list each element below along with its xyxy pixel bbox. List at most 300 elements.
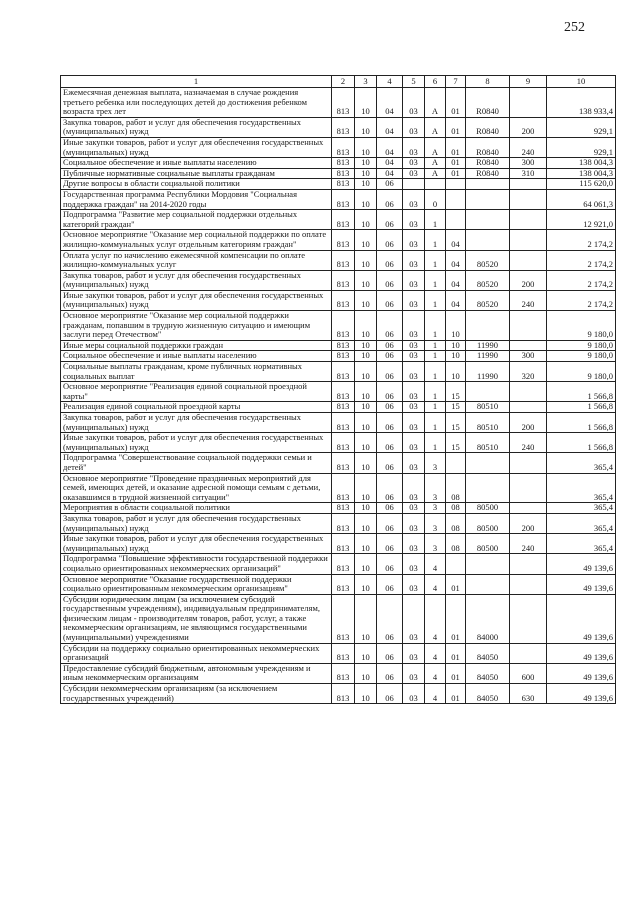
cell-activity: 04	[446, 290, 466, 310]
cell-direction	[466, 453, 510, 473]
cell-section: 10	[355, 168, 377, 179]
row-description: Субсидии на поддержку социально ориентированных некоммерческих организаций	[61, 643, 332, 663]
table-row	[61, 230, 616, 250]
cell-expense-type: 300	[510, 351, 547, 362]
cell-subprogram: 1	[425, 362, 446, 382]
cell-expense-type	[510, 340, 547, 351]
table-row	[61, 684, 616, 704]
cell-direction: 80510	[466, 433, 510, 453]
cell-grbs: 813	[332, 351, 355, 362]
cell-direction: 80500	[466, 534, 510, 554]
cell-subsection: 06	[377, 534, 403, 554]
cell-section: 10	[355, 453, 377, 473]
row-description: Основное мероприятие "Оказание мер социальной поддержки по оплате жилищно-коммунальных услуг отдельным категориям граждан"	[61, 230, 332, 250]
cell-section: 10	[355, 503, 377, 514]
cell-subsection: 04	[377, 158, 403, 169]
cell-section: 10	[355, 382, 377, 402]
table-row	[61, 270, 616, 290]
cell-amount: 49 139,6	[547, 594, 616, 643]
cell-activity: 01	[446, 137, 466, 157]
cell-expense-type: 600	[510, 663, 547, 683]
col-header: 10	[547, 76, 616, 88]
cell-subsection: 06	[377, 210, 403, 230]
cell-subsection: 06	[377, 270, 403, 290]
table-row	[61, 179, 616, 190]
cell-amount: 2 174,2	[547, 230, 616, 250]
cell-amount: 9 180,0	[547, 351, 616, 362]
cell-program: 03	[403, 382, 425, 402]
cell-amount: 1 566,8	[547, 433, 616, 453]
table-row	[61, 340, 616, 351]
cell-subsection: 06	[377, 290, 403, 310]
col-header: 2	[332, 76, 355, 88]
cell-program: 03	[403, 137, 425, 157]
cell-expense-type	[510, 210, 547, 230]
cell-section: 10	[355, 290, 377, 310]
cell-subprogram: 0	[425, 189, 446, 209]
cell-section: 10	[355, 684, 377, 704]
row-description: Закупка товаров, работ и услуг для обеспечения государственных (муниципальных) нужд	[61, 270, 332, 290]
row-description: Основное мероприятие "Реализация единой социальной проездной карты"	[61, 382, 332, 402]
cell-section: 10	[355, 340, 377, 351]
cell-grbs: 813	[332, 230, 355, 250]
cell-activity	[446, 554, 466, 574]
cell-program: 03	[403, 88, 425, 118]
cell-grbs: 813	[332, 684, 355, 704]
row-description: Закупка товаров, работ и услуг для обеспечения государственных (муниципальных) нужд	[61, 413, 332, 433]
table-row	[61, 413, 616, 433]
cell-program: 03	[403, 362, 425, 382]
cell-amount: 365,4	[547, 503, 616, 514]
cell-subprogram: 4	[425, 663, 446, 683]
cell-direction: 80520	[466, 290, 510, 310]
cell-direction	[466, 473, 510, 503]
table-row	[61, 554, 616, 574]
cell-section: 10	[355, 311, 377, 341]
cell-activity: 01	[446, 158, 466, 169]
table-row	[61, 453, 616, 473]
cell-subsection: 06	[377, 663, 403, 683]
cell-activity: 08	[446, 503, 466, 514]
table-row	[61, 88, 616, 118]
cell-section: 10	[355, 594, 377, 643]
cell-amount: 138 004,3	[547, 158, 616, 169]
cell-section: 10	[355, 513, 377, 533]
cell-program: 03	[403, 643, 425, 663]
cell-amount: 1 566,8	[547, 402, 616, 413]
col-header: 4	[377, 76, 403, 88]
table-row	[61, 189, 616, 209]
row-description: Социальное обеспечение и иные выплаты населению	[61, 158, 332, 169]
cell-subsection: 04	[377, 117, 403, 137]
cell-amount: 138 933,4	[547, 88, 616, 118]
cell-subsection: 06	[377, 189, 403, 209]
cell-activity	[446, 453, 466, 473]
cell-subprogram	[425, 179, 446, 190]
cell-direction: R0840	[466, 88, 510, 118]
cell-activity: 10	[446, 340, 466, 351]
cell-subsection: 06	[377, 230, 403, 250]
cell-subsection: 06	[377, 340, 403, 351]
cell-section: 10	[355, 270, 377, 290]
table-row	[61, 513, 616, 533]
cell-activity: 01	[446, 88, 466, 118]
cell-amount: 49 139,6	[547, 643, 616, 663]
cell-grbs: 813	[332, 643, 355, 663]
cell-section: 10	[355, 413, 377, 433]
cell-direction	[466, 311, 510, 341]
cell-subprogram: 3	[425, 473, 446, 503]
row-description: Основное мероприятие "Оказание мер социальной поддержки гражданам, попавшим в трудную жизненную ситуацию и имеющим заслуги перед Отечеством"	[61, 311, 332, 341]
cell-amount: 49 139,6	[547, 684, 616, 704]
cell-section: 10	[355, 643, 377, 663]
cell-amount: 115 620,0	[547, 179, 616, 190]
cell-direction	[466, 230, 510, 250]
cell-amount: 365,4	[547, 473, 616, 503]
cell-grbs: 813	[332, 513, 355, 533]
row-description: Подпрограмма "Развитие мер социальной поддержки отдельных категорий граждан"	[61, 210, 332, 230]
col-header: 9	[510, 76, 547, 88]
cell-section: 10	[355, 362, 377, 382]
cell-program: 03	[403, 250, 425, 270]
cell-expense-type	[510, 311, 547, 341]
table-row	[61, 210, 616, 230]
cell-activity: 10	[446, 311, 466, 341]
cell-section: 10	[355, 158, 377, 169]
cell-activity	[446, 210, 466, 230]
cell-program: 03	[403, 210, 425, 230]
cell-section: 10	[355, 534, 377, 554]
cell-grbs: 813	[332, 473, 355, 503]
cell-grbs: 813	[332, 362, 355, 382]
cell-direction: 80510	[466, 402, 510, 413]
cell-expense-type: 300	[510, 158, 547, 169]
cell-activity: 15	[446, 413, 466, 433]
cell-expense-type	[510, 554, 547, 574]
cell-program: 03	[403, 402, 425, 413]
page-number: 252	[564, 20, 585, 35]
cell-section: 10	[355, 88, 377, 118]
cell-grbs: 813	[332, 270, 355, 290]
cell-program: 03	[403, 663, 425, 683]
cell-program: 03	[403, 473, 425, 503]
cell-grbs: 813	[332, 179, 355, 190]
cell-amount: 929,1	[547, 137, 616, 157]
cell-amount: 2 174,2	[547, 290, 616, 310]
cell-direction: 80500	[466, 503, 510, 514]
cell-expense-type: 200	[510, 513, 547, 533]
row-description: Подпрограмма "Повышение эффективности государственной поддержки социально ориентированных некоммерческих организаций"	[61, 554, 332, 574]
cell-program: 03	[403, 311, 425, 341]
cell-amount: 1 566,8	[547, 413, 616, 433]
cell-grbs: 813	[332, 158, 355, 169]
cell-subprogram: 4	[425, 574, 446, 594]
cell-grbs: 813	[332, 534, 355, 554]
table-row	[61, 503, 616, 514]
table-row	[61, 574, 616, 594]
cell-subprogram: 3	[425, 453, 446, 473]
cell-activity: 08	[446, 534, 466, 554]
cell-expense-type	[510, 594, 547, 643]
cell-direction	[466, 189, 510, 209]
cell-section: 10	[355, 402, 377, 413]
row-description: Иные закупки товаров, работ и услуг для обеспечения государственных (муниципальных) нужд	[61, 433, 332, 453]
cell-grbs: 813	[332, 210, 355, 230]
table-header-row	[61, 76, 616, 88]
cell-program: 03	[403, 554, 425, 574]
cell-subsection: 06	[377, 684, 403, 704]
cell-subsection: 06	[377, 351, 403, 362]
cell-grbs: 813	[332, 663, 355, 683]
cell-program: 03	[403, 290, 425, 310]
cell-subprogram: 1	[425, 210, 446, 230]
cell-activity: 01	[446, 643, 466, 663]
cell-activity: 01	[446, 168, 466, 179]
cell-subprogram: А	[425, 117, 446, 137]
cell-subprogram: А	[425, 137, 446, 157]
cell-subsection: 06	[377, 179, 403, 190]
cell-subprogram: 3	[425, 534, 446, 554]
cell-direction: 84050	[466, 684, 510, 704]
cell-expense-type: 240	[510, 433, 547, 453]
cell-program: 03	[403, 594, 425, 643]
table-row	[61, 594, 616, 643]
row-description: Субсидии некоммерческим организациям (за исключением государственных учреждений)	[61, 684, 332, 704]
cell-subprogram: А	[425, 158, 446, 169]
row-description: Иные закупки товаров, работ и услуг для обеспечения государственных (муниципальных) нужд	[61, 290, 332, 310]
cell-activity: 15	[446, 402, 466, 413]
cell-grbs: 813	[332, 413, 355, 433]
table-row	[61, 534, 616, 554]
cell-subprogram: 3	[425, 503, 446, 514]
cell-amount: 9 180,0	[547, 362, 616, 382]
cell-grbs: 813	[332, 574, 355, 594]
col-header: 5	[403, 76, 425, 88]
table-row	[61, 117, 616, 137]
cell-activity: 15	[446, 433, 466, 453]
cell-grbs: 813	[332, 137, 355, 157]
cell-subprogram: 1	[425, 290, 446, 310]
cell-direction	[466, 179, 510, 190]
cell-grbs: 813	[332, 189, 355, 209]
cell-subprogram: А	[425, 88, 446, 118]
cell-subsection: 04	[377, 137, 403, 157]
row-description: Иные меры социальной поддержки граждан	[61, 340, 332, 351]
cell-activity: 01	[446, 663, 466, 683]
cell-grbs: 813	[332, 382, 355, 402]
cell-expense-type	[510, 453, 547, 473]
cell-subsection: 06	[377, 574, 403, 594]
cell-expense-type	[510, 574, 547, 594]
cell-program: 03	[403, 189, 425, 209]
row-description: Публичные нормативные социальные выплаты гражданам	[61, 168, 332, 179]
cell-amount: 9 180,0	[547, 340, 616, 351]
cell-amount: 2 174,2	[547, 270, 616, 290]
cell-subprogram: 1	[425, 402, 446, 413]
cell-subsection: 06	[377, 554, 403, 574]
row-description: Оплата услуг по начислению ежемесячной компенсации по оплате жилищно-коммунальных услуг	[61, 250, 332, 270]
row-description: Социальные выплаты гражданам, кроме публичных нормативных социальных выплат	[61, 362, 332, 382]
cell-grbs: 813	[332, 503, 355, 514]
row-description: Закупка товаров, работ и услуг для обеспечения государственных (муниципальных) нужд	[61, 513, 332, 533]
cell-subprogram: 1	[425, 433, 446, 453]
cell-section: 10	[355, 663, 377, 683]
cell-section: 10	[355, 230, 377, 250]
cell-section: 10	[355, 574, 377, 594]
row-description: Реализация единой социальной проездной карты	[61, 402, 332, 413]
cell-subprogram: 3	[425, 513, 446, 533]
table-row	[61, 351, 616, 362]
cell-program: 03	[403, 453, 425, 473]
cell-expense-type	[510, 250, 547, 270]
cell-direction: 11990	[466, 362, 510, 382]
cell-activity: 15	[446, 382, 466, 402]
cell-amount: 49 139,6	[547, 663, 616, 683]
table-row	[61, 473, 616, 503]
table-row	[61, 311, 616, 341]
cell-expense-type	[510, 473, 547, 503]
cell-grbs: 813	[332, 594, 355, 643]
cell-section: 10	[355, 189, 377, 209]
cell-program: 03	[403, 503, 425, 514]
cell-subsection: 06	[377, 433, 403, 453]
cell-program: 03	[403, 413, 425, 433]
cell-amount: 64 061,3	[547, 189, 616, 209]
cell-amount: 365,4	[547, 534, 616, 554]
cell-direction: 80520	[466, 270, 510, 290]
cell-subsection: 06	[377, 413, 403, 433]
row-description: Иные закупки товаров, работ и услуг для обеспечения государственных (муниципальных) нужд	[61, 137, 332, 157]
cell-activity	[446, 189, 466, 209]
row-description: Основное мероприятие "Оказание государственной поддержки социально ориентированным некоммерческим организациям"	[61, 574, 332, 594]
cell-expense-type: 200	[510, 270, 547, 290]
cell-expense-type	[510, 402, 547, 413]
cell-subprogram: 1	[425, 413, 446, 433]
table-row	[61, 402, 616, 413]
cell-subprogram: 1	[425, 311, 446, 341]
table-row	[61, 137, 616, 157]
cell-direction: 80510	[466, 413, 510, 433]
cell-subprogram: А	[425, 168, 446, 179]
cell-direction: 11990	[466, 340, 510, 351]
cell-subsection: 06	[377, 311, 403, 341]
cell-activity: 10	[446, 362, 466, 382]
cell-program: 03	[403, 351, 425, 362]
cell-direction: 84050	[466, 643, 510, 663]
col-header: 8	[466, 76, 510, 88]
cell-expense-type	[510, 382, 547, 402]
cell-direction	[466, 574, 510, 594]
row-description: Подпрограмма "Совершенствование социальной поддержки семьи и детей"	[61, 453, 332, 473]
cell-program	[403, 179, 425, 190]
cell-expense-type	[510, 643, 547, 663]
cell-direction: 11990	[466, 351, 510, 362]
cell-direction: R0840	[466, 137, 510, 157]
cell-activity	[446, 179, 466, 190]
cell-subsection: 06	[377, 382, 403, 402]
cell-amount: 929,1	[547, 117, 616, 137]
cell-expense-type: 630	[510, 684, 547, 704]
cell-grbs: 813	[332, 554, 355, 574]
cell-expense-type	[510, 189, 547, 209]
cell-grbs: 813	[332, 117, 355, 137]
cell-expense-type	[510, 88, 547, 118]
cell-section: 10	[355, 351, 377, 362]
col-header: 6	[425, 76, 446, 88]
cell-subprogram: 1	[425, 250, 446, 270]
cell-grbs: 813	[332, 402, 355, 413]
cell-expense-type: 310	[510, 168, 547, 179]
cell-subprogram: 1	[425, 351, 446, 362]
cell-amount: 1 566,8	[547, 382, 616, 402]
cell-expense-type: 200	[510, 413, 547, 433]
cell-program: 03	[403, 168, 425, 179]
cell-subprogram: 1	[425, 270, 446, 290]
table-row	[61, 168, 616, 179]
cell-subsection: 06	[377, 473, 403, 503]
table-row	[61, 663, 616, 683]
cell-subsection: 06	[377, 503, 403, 514]
cell-program: 03	[403, 684, 425, 704]
cell-activity: 04	[446, 230, 466, 250]
cell-expense-type: 200	[510, 117, 547, 137]
table-row	[61, 382, 616, 402]
cell-expense-type	[510, 179, 547, 190]
cell-amount: 49 139,6	[547, 574, 616, 594]
cell-activity: 10	[446, 351, 466, 362]
col-header: 7	[446, 76, 466, 88]
cell-activity: 08	[446, 473, 466, 503]
cell-expense-type	[510, 230, 547, 250]
cell-section: 10	[355, 554, 377, 574]
cell-subsection: 04	[377, 168, 403, 179]
cell-section: 10	[355, 473, 377, 503]
cell-activity: 01	[446, 594, 466, 643]
table-body	[61, 88, 616, 704]
cell-amount: 49 139,6	[547, 554, 616, 574]
cell-program: 03	[403, 230, 425, 250]
cell-grbs: 813	[332, 311, 355, 341]
row-description: Предоставление субсидий бюджетным, автономным учреждениям и иным некоммерческим организациям	[61, 663, 332, 683]
cell-section: 10	[355, 433, 377, 453]
cell-grbs: 813	[332, 340, 355, 351]
cell-program: 03	[403, 270, 425, 290]
row-description: Закупка товаров, работ и услуг для обеспечения государственных (муниципальных) нужд	[61, 117, 332, 137]
cell-amount: 365,4	[547, 453, 616, 473]
cell-subprogram: 1	[425, 340, 446, 351]
row-description: Иные закупки товаров, работ и услуг для обеспечения государственных (муниципальных) нужд	[61, 534, 332, 554]
cell-section: 10	[355, 179, 377, 190]
cell-subsection: 04	[377, 88, 403, 118]
cell-section: 10	[355, 210, 377, 230]
cell-program: 03	[403, 574, 425, 594]
cell-expense-type: 240	[510, 534, 547, 554]
cell-amount: 12 921,0	[547, 210, 616, 230]
cell-activity: 01	[446, 117, 466, 137]
cell-program: 03	[403, 433, 425, 453]
cell-amount: 365,4	[547, 513, 616, 533]
cell-program: 03	[403, 340, 425, 351]
cell-expense-type	[510, 503, 547, 514]
cell-expense-type: 320	[510, 362, 547, 382]
cell-direction: R0840	[466, 158, 510, 169]
cell-direction	[466, 210, 510, 230]
table-row	[61, 158, 616, 169]
cell-grbs: 813	[332, 453, 355, 473]
cell-subsection: 06	[377, 362, 403, 382]
cell-grbs: 813	[332, 250, 355, 270]
cell-program: 03	[403, 117, 425, 137]
